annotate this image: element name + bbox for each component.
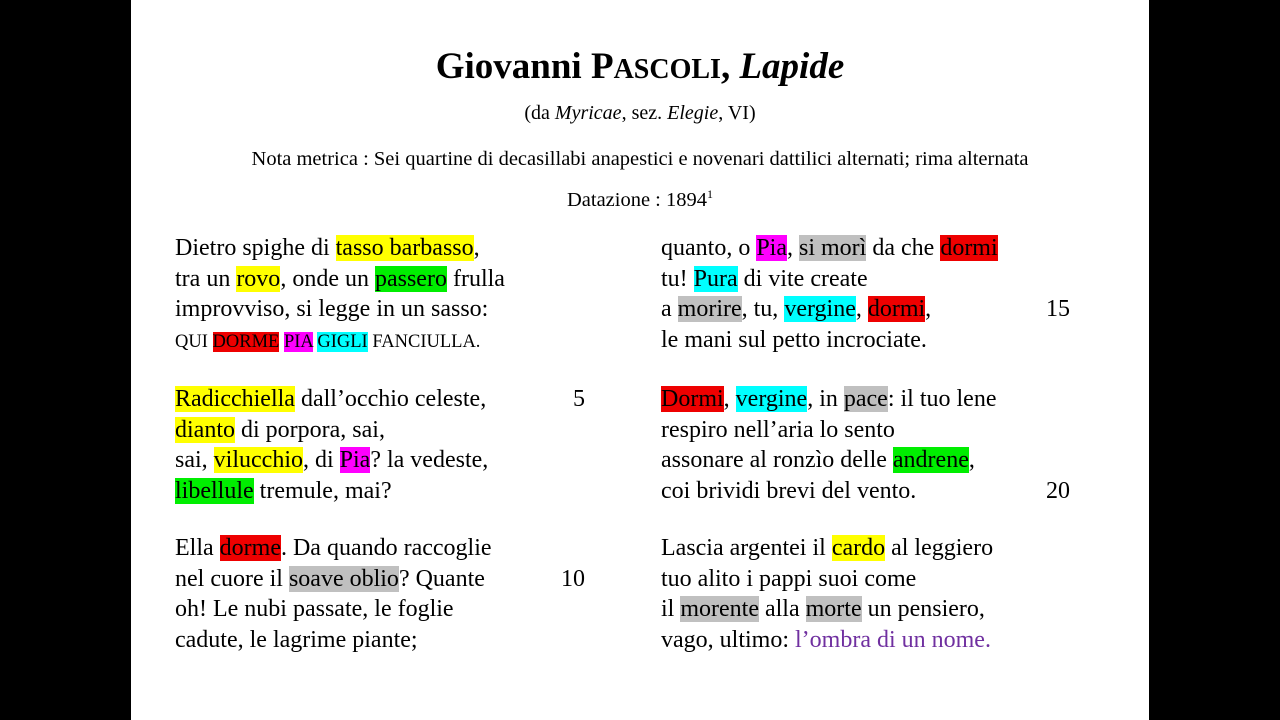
line-number: 10 — [561, 565, 585, 592]
author-first-name: Giovanni — [435, 46, 582, 87]
metrical-note: Nota metrica : Sei quartine di decasillabi anapestici e novenari dattilici alternati; rima alternata — [251, 148, 1029, 170]
highlighted-word: libellule — [175, 478, 254, 505]
verse-segment: , onde un — [280, 265, 375, 292]
verse-segment: un pensiero, — [861, 596, 985, 623]
verse-segment: di porpora, sai, — [235, 416, 385, 443]
highlighted-word: pace — [843, 386, 888, 412]
verse-segment: da che — [866, 235, 941, 261]
verse-line — [175, 594, 635, 625]
verse-line — [175, 445, 635, 476]
verse-segment: ? la vedeste, — [370, 447, 489, 474]
line-number: 15 — [1046, 296, 1070, 323]
stanza-1 — [175, 233, 635, 356]
verse-segment: quanto, o — [661, 235, 757, 261]
highlighted-word: passero — [374, 265, 447, 292]
footnote-mark: 1 — [707, 187, 714, 201]
verse-segment: coi brividi brevi del vento. — [661, 478, 917, 505]
verse-line — [661, 625, 1121, 656]
highlighted-word: GIGLI — [317, 332, 368, 353]
verse-segment: dall’occhio celeste, — [294, 386, 487, 412]
verse-segment: , tu, — [741, 296, 785, 323]
verse-segment: , — [787, 235, 799, 261]
poem-title — [131, 45, 1149, 92]
verse-line — [175, 476, 635, 507]
verse-segment: di vite create — [737, 265, 868, 292]
verse-line — [661, 445, 1121, 476]
highlighted-word: vergine — [735, 386, 808, 412]
highlighted-word: dorme — [219, 535, 281, 561]
verse-segment: il — [661, 596, 681, 623]
verse-segment: alla — [758, 596, 806, 623]
highlighted-word: si morì — [799, 235, 867, 261]
verse-segment: oh! Le nubi passate, le foglie — [175, 596, 454, 623]
verse-segment: frulla — [446, 265, 505, 292]
verse-segment: tra un — [175, 265, 237, 292]
author-last-initial: P — [590, 46, 614, 87]
highlighted-word: dormi — [940, 235, 998, 261]
verse-line — [661, 384, 1121, 415]
verse-segment: le mani sul petto incrociate. — [661, 327, 927, 354]
source-close: , VI) — [718, 102, 756, 124]
verse-line — [175, 294, 635, 325]
highlighted-word: Pia — [339, 447, 371, 474]
highlighted-word: tasso barbasso — [335, 235, 474, 261]
verse-segment: improvviso, si legge in un sasso: — [175, 296, 489, 323]
highlighted-word: Radicchiella — [175, 386, 295, 412]
verse-segment: sai, — [175, 447, 214, 474]
verse-line — [661, 415, 1121, 446]
highlighted-word: dormi — [867, 296, 926, 323]
author-last-rest: ASCOLI — [613, 54, 721, 85]
verse-segment: al leggiero — [885, 535, 994, 561]
verse-segment: QUI — [175, 332, 213, 353]
verse-line — [661, 233, 1121, 264]
verse-line — [175, 325, 635, 356]
line-number: 20 — [1046, 478, 1070, 505]
highlighted-word: vilucchio — [213, 447, 303, 474]
verse-segment: a — [661, 296, 678, 323]
highlighted-word: PIA — [283, 332, 313, 353]
author-last-name — [591, 46, 721, 87]
verse-segment: FANCIULLA. — [367, 332, 481, 353]
verse-line — [175, 264, 635, 295]
highlighted-word: andrene — [892, 447, 969, 474]
source-section: Elegie — [667, 102, 719, 124]
highlighted-word: soave oblio — [288, 565, 399, 592]
verse-segment: , — [968, 447, 975, 474]
verse-line — [661, 594, 1121, 625]
verse-segment: , in — [807, 386, 844, 412]
highlighted-word: cardo — [831, 535, 886, 561]
verse-line — [661, 533, 1121, 564]
line-number: 5 — [573, 386, 585, 412]
verse-line — [661, 264, 1121, 295]
highlighted-word: morte — [805, 596, 862, 623]
highlighted-word: morire — [677, 296, 742, 323]
highlighted-word: Pura — [693, 265, 738, 292]
stanza-6 — [661, 533, 1121, 656]
verse-line — [661, 325, 1121, 356]
colored-word: l’ombra di un nome. — [795, 627, 991, 654]
verse-segment: . Da quando raccoglie — [280, 535, 492, 561]
verse-segment: tu! — [661, 265, 694, 292]
highlighted-word: DORME — [212, 332, 280, 353]
verse-line — [175, 384, 635, 415]
verse-line — [175, 533, 635, 564]
highlighted-word: morente — [680, 596, 759, 623]
stanza-2 — [175, 384, 635, 507]
verse-segment: tuo alito i pappi suoi come — [661, 565, 917, 592]
verse-segment: Dietro spighe di — [175, 235, 336, 261]
highlighted-word: rovo — [236, 265, 281, 292]
verse-segment: Lascia argentei il — [661, 535, 832, 561]
title-separator: , — [720, 46, 731, 87]
verse-segment: , — [723, 386, 736, 412]
verse-segment: assonare al ronzìo delle — [661, 447, 893, 474]
verse-segment: , — [925, 296, 932, 323]
verse-segment: respiro nell’aria lo sento — [661, 416, 895, 443]
verse-segment: ? Quante — [398, 565, 485, 592]
verse-line — [661, 564, 1121, 595]
slide-page — [131, 0, 1149, 720]
poem-name: Lapide — [739, 46, 845, 87]
verse-segment: , di — [302, 447, 340, 474]
source-collection: Myricae — [554, 102, 622, 124]
verse-segment: , — [473, 235, 480, 261]
verse-segment: Ella — [175, 535, 220, 561]
dating — [131, 187, 1149, 213]
highlighted-word: dianto — [175, 416, 235, 443]
verse-segment: vago, ultimo: — [661, 627, 795, 654]
verse-line — [175, 415, 635, 446]
highlighted-word: Pia — [756, 235, 787, 261]
highlighted-word: Dormi — [661, 386, 724, 412]
verse-segment: nel cuore il — [175, 565, 289, 592]
verse-segment: : il tuo lene — [887, 386, 997, 412]
dating-label: Datazione : 1894 — [566, 189, 708, 211]
poem-source — [131, 100, 1149, 126]
source-mid: , sez. — [621, 102, 668, 124]
verse-line — [175, 233, 635, 264]
verse-segment: , — [855, 296, 868, 323]
highlighted-word: vergine — [784, 296, 856, 323]
verse-segment: cadute, le lagrime piante; — [175, 627, 418, 654]
verse-segment: tremule, mai? — [253, 478, 392, 505]
source-open: (da — [524, 102, 555, 124]
verse-line — [175, 625, 635, 656]
